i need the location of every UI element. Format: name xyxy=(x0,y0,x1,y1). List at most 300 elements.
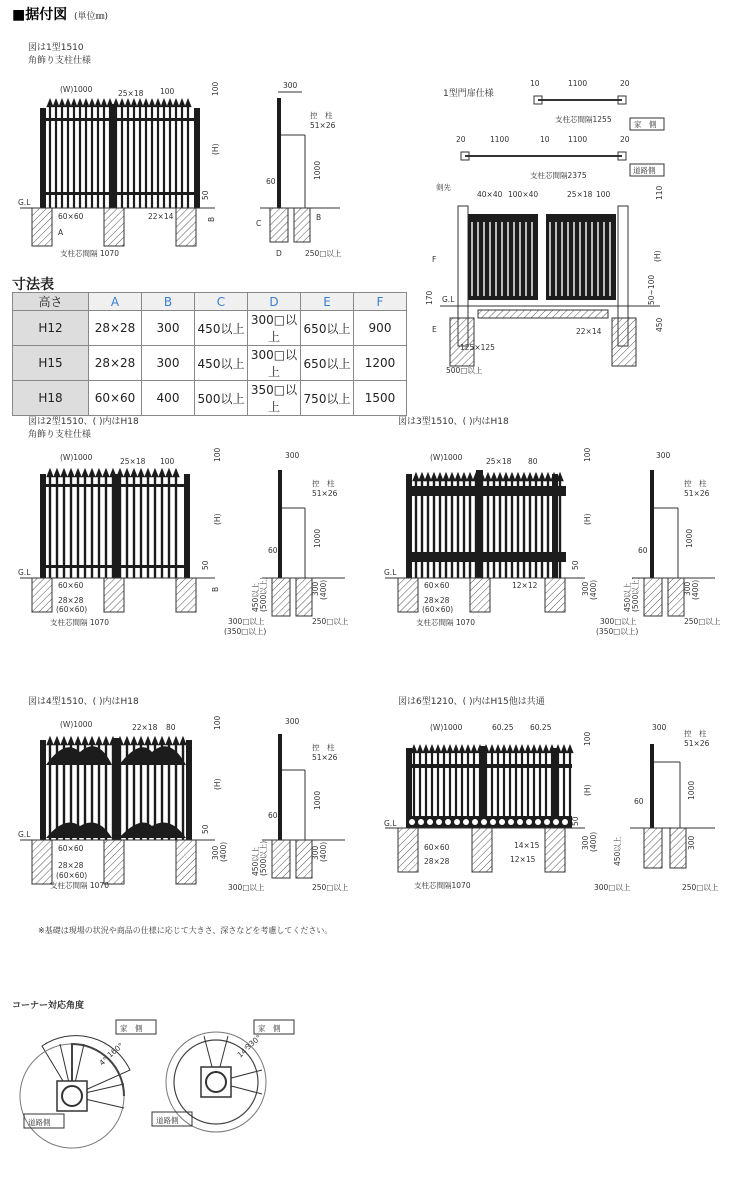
picket-tip xyxy=(90,471,94,476)
picket-tip xyxy=(66,101,70,106)
svg-text:(350□以上): (350□以上) xyxy=(596,627,639,636)
svg-text:330°: 330° xyxy=(243,1033,264,1052)
svg-text:28×28: 28×28 xyxy=(424,857,450,866)
svg-text:300: 300 xyxy=(311,581,320,596)
ring xyxy=(526,819,532,825)
picket-tip xyxy=(132,739,136,744)
svg-text:100: 100 xyxy=(583,447,592,462)
svg-text:170: 170 xyxy=(425,290,434,305)
picket-tip xyxy=(436,747,440,752)
ring xyxy=(553,819,559,825)
svg-text:(W)1000: (W)1000 xyxy=(430,453,463,462)
ring xyxy=(535,819,541,825)
table-cell: 650以上 xyxy=(301,311,354,346)
svg-text:図は4型1510、( )内はH18: 図は4型1510、( )内はH18 xyxy=(28,697,139,707)
picket-tip xyxy=(76,471,80,476)
svg-text:60.25: 60.25 xyxy=(530,723,552,732)
table-header: A xyxy=(89,293,142,311)
picket-tip xyxy=(69,739,73,744)
svg-text:51×26: 51×26 xyxy=(312,489,338,498)
svg-text:G.L: G.L xyxy=(18,198,31,207)
svg-text:100: 100 xyxy=(160,87,175,96)
picket-tip xyxy=(144,101,148,106)
svg-text:コーナー対応角度: コーナー対応角度 xyxy=(12,1001,85,1011)
svg-text:14°: 14° xyxy=(235,1044,252,1060)
picket-tip xyxy=(120,101,124,106)
table-cell: 1500 xyxy=(354,381,407,416)
svg-text:F: F xyxy=(432,255,437,264)
svg-text:300□以上: 300□以上 xyxy=(228,883,265,892)
picket-tip xyxy=(414,475,418,480)
picket-tip xyxy=(167,739,171,744)
svg-text:1100: 1100 xyxy=(568,79,588,88)
picket-tip xyxy=(534,475,538,480)
svg-text:E: E xyxy=(432,325,437,334)
svg-text:250□以上: 250□以上 xyxy=(305,249,342,258)
picket-tip xyxy=(97,471,101,476)
picket-tip xyxy=(444,475,448,480)
ring xyxy=(544,819,550,825)
svg-text:G.L: G.L xyxy=(442,295,455,304)
table-cell: 450以上 xyxy=(195,346,248,381)
ring xyxy=(463,819,469,825)
svg-text:D: D xyxy=(276,249,282,258)
svg-text:(400): (400) xyxy=(589,831,598,852)
svg-text:支柱芯間隔1255: 支柱芯間隔1255 xyxy=(555,115,612,124)
picket-tip xyxy=(76,739,80,744)
svg-text:28×28: 28×28 xyxy=(58,861,84,870)
svg-text:(W)1000: (W)1000 xyxy=(430,723,463,732)
picket-tip xyxy=(430,747,434,752)
picket-tip xyxy=(90,101,94,106)
svg-text:(60×60): (60×60) xyxy=(422,605,454,614)
svg-text:50: 50 xyxy=(571,560,580,570)
fig6-bars xyxy=(412,747,572,816)
svg-text:支柱芯間隔1070: 支柱芯間隔1070 xyxy=(414,881,471,890)
picket-tip xyxy=(160,471,164,476)
svg-text:B: B xyxy=(207,216,216,222)
svg-text:A: A xyxy=(58,228,64,237)
ring xyxy=(490,819,496,825)
picket-tip xyxy=(480,475,484,480)
picket-tip xyxy=(48,101,52,106)
picket-tip xyxy=(146,471,150,476)
picket-tip xyxy=(420,475,424,480)
svg-text:(400): (400) xyxy=(691,579,700,600)
picket-tip xyxy=(83,471,87,476)
picket-tip xyxy=(48,471,52,476)
svg-text:25×18: 25×18 xyxy=(120,457,146,466)
svg-text:20: 20 xyxy=(620,135,630,144)
picket-tip xyxy=(546,475,550,480)
dimension-table xyxy=(12,292,407,416)
svg-text:家 側: 家 側 xyxy=(634,120,657,129)
svg-text:(500以上): (500以上) xyxy=(259,840,268,876)
picket-tip xyxy=(552,475,556,480)
svg-text:12×12: 12×12 xyxy=(512,581,538,590)
picket-tip xyxy=(156,101,160,106)
svg-text:支柱芯間隔 1070: 支柱芯間隔 1070 xyxy=(60,249,119,258)
svg-text:50~100: 50~100 xyxy=(647,274,656,305)
svg-text:60×60: 60×60 xyxy=(424,581,450,590)
picket-tip xyxy=(468,475,472,480)
fig2-bars xyxy=(48,471,178,578)
svg-text:60: 60 xyxy=(266,177,276,186)
picket-tip xyxy=(516,475,520,480)
picket-tip xyxy=(442,747,446,752)
picket-tip xyxy=(504,475,508,480)
picket-tip xyxy=(174,101,178,106)
svg-text:(H): (H) xyxy=(653,250,662,262)
svg-text:1型門扉仕様: 1型門扉仕様 xyxy=(443,89,494,99)
table-title: 寸法表 xyxy=(12,277,54,293)
svg-text:51×26: 51×26 xyxy=(684,489,710,498)
picket-tip xyxy=(456,475,460,480)
picket-tip xyxy=(62,739,66,744)
fig1-bars xyxy=(48,101,190,208)
svg-text:(400): (400) xyxy=(319,579,328,600)
svg-text:450以上: 450以上 xyxy=(613,836,622,866)
svg-text:10: 10 xyxy=(540,135,550,144)
ring xyxy=(445,819,451,825)
svg-text:支柱芯間隔2375: 支柱芯間隔2375 xyxy=(530,171,587,180)
svg-text:支柱芯間隔 1070: 支柱芯間隔 1070 xyxy=(50,881,109,890)
svg-text:1000: 1000 xyxy=(687,780,696,800)
picket-tip xyxy=(526,747,530,752)
svg-text:60×60: 60×60 xyxy=(58,844,84,853)
table-cell: 300□以上 xyxy=(248,346,301,381)
fig2 xyxy=(18,415,349,636)
ring xyxy=(499,819,505,825)
table-row xyxy=(13,381,407,416)
picket-tip xyxy=(496,747,500,752)
picket-tip xyxy=(508,747,512,752)
svg-text:300: 300 xyxy=(285,451,300,460)
svg-text:14×15: 14×15 xyxy=(514,841,540,850)
svg-text:控 柱: 控 柱 xyxy=(684,729,707,738)
svg-text:剣先: 剣先 xyxy=(436,183,451,192)
svg-text:300: 300 xyxy=(581,581,590,596)
gate-diagram xyxy=(425,79,664,375)
svg-text:250□以上: 250□以上 xyxy=(312,617,349,626)
ring xyxy=(436,819,442,825)
svg-text:1000: 1000 xyxy=(685,528,694,548)
svg-text:51×26: 51×26 xyxy=(312,753,338,762)
fig1 xyxy=(18,41,220,258)
fig3 xyxy=(384,415,721,636)
svg-text:控 柱: 控 柱 xyxy=(312,743,335,752)
svg-text:1100: 1100 xyxy=(568,135,588,144)
picket-tip xyxy=(528,475,532,480)
picket-tip xyxy=(118,471,122,476)
svg-text:図は2型1510、( )内はH18: 図は2型1510、( )内はH18 xyxy=(28,417,139,427)
table-header: F xyxy=(354,293,407,311)
svg-text:(500以上): (500以上) xyxy=(631,576,640,612)
svg-text:支柱芯間隔 1070: 支柱芯間隔 1070 xyxy=(416,618,475,627)
picket-tip xyxy=(492,475,496,480)
table-cell: 300 xyxy=(142,346,195,381)
svg-text:道路側: 道路側 xyxy=(28,1118,51,1127)
picket-tip xyxy=(60,101,64,106)
picket-tip xyxy=(69,471,73,476)
picket-tip xyxy=(174,739,178,744)
picket-tip xyxy=(186,101,190,106)
table-row xyxy=(13,311,407,346)
picket-tip xyxy=(462,475,466,480)
svg-text:60×60: 60×60 xyxy=(58,581,84,590)
picket-tip xyxy=(90,739,94,744)
svg-text:B: B xyxy=(211,586,220,592)
picket-tip xyxy=(174,471,178,476)
table-header: B xyxy=(142,293,195,311)
svg-text:家 側: 家 側 xyxy=(120,1024,143,1033)
picket-tip xyxy=(490,747,494,752)
svg-text:300: 300 xyxy=(211,845,220,860)
svg-text:51×26: 51×26 xyxy=(684,739,710,748)
svg-text:(W)1000: (W)1000 xyxy=(60,720,93,729)
picket-tip xyxy=(139,739,143,744)
svg-text:家 側: 家 側 xyxy=(258,1024,281,1033)
svg-text:25×18: 25×18 xyxy=(118,89,144,98)
svg-text:28×28: 28×28 xyxy=(58,596,84,605)
svg-text:(W)1000: (W)1000 xyxy=(60,453,93,462)
svg-text:60: 60 xyxy=(268,546,278,555)
svg-text:100: 100 xyxy=(160,457,175,466)
svg-text:25×18: 25×18 xyxy=(486,457,512,466)
table-cell: H12 xyxy=(13,311,89,346)
picket-tip xyxy=(514,747,518,752)
svg-text:図は6型1210、( )内はH15他は共通: 図は6型1210、( )内はH15他は共通 xyxy=(398,697,545,707)
picket-tip xyxy=(450,475,454,480)
picket-tip xyxy=(432,475,436,480)
picket-tip xyxy=(180,101,184,106)
picket-tip xyxy=(104,471,108,476)
ring xyxy=(481,819,487,825)
svg-text:300□以上: 300□以上 xyxy=(594,883,631,892)
picket-tip xyxy=(181,739,185,744)
picket-tip xyxy=(55,739,59,744)
table-header: 高さ xyxy=(13,293,89,311)
picket-tip xyxy=(540,475,544,480)
picket-tip xyxy=(562,747,566,752)
svg-text:80: 80 xyxy=(166,723,176,732)
table-cell: 28×28 xyxy=(89,346,142,381)
picket-tip xyxy=(484,747,488,752)
picket-tip xyxy=(125,739,129,744)
svg-text:60×60: 60×60 xyxy=(424,843,450,852)
svg-text:(H): (H) xyxy=(583,513,592,525)
picket-tip xyxy=(472,747,476,752)
svg-text:300: 300 xyxy=(683,581,692,596)
table-cell: 350□以上 xyxy=(248,381,301,416)
picket-tip xyxy=(104,739,108,744)
picket-tip xyxy=(522,475,526,480)
table-cell: 500以上 xyxy=(195,381,248,416)
picket-tip xyxy=(54,101,58,106)
svg-text:角飾り支柱仕様: 角飾り支柱仕様 xyxy=(28,430,92,440)
svg-text:250□以上: 250□以上 xyxy=(312,883,349,892)
picket-tip xyxy=(132,101,136,106)
table-header: C xyxy=(195,293,248,311)
svg-text:20: 20 xyxy=(456,135,466,144)
svg-text:250□以上: 250□以上 xyxy=(684,617,721,626)
svg-text:60×60: 60×60 xyxy=(58,212,84,221)
picket-tip xyxy=(150,101,154,106)
svg-text:道路側: 道路側 xyxy=(156,1116,179,1125)
picket-tip xyxy=(102,101,106,106)
ring xyxy=(454,819,460,825)
fig1-caption: 図は1型1510 xyxy=(28,43,84,53)
table-cell: H15 xyxy=(13,346,89,381)
picket-tip xyxy=(118,739,122,744)
corner-section xyxy=(12,999,294,1148)
picket-tip xyxy=(550,747,554,752)
svg-text:300: 300 xyxy=(581,835,590,850)
picket-tip xyxy=(448,747,452,752)
table-header: D xyxy=(248,293,301,311)
picket-tip xyxy=(498,475,502,480)
picket-tip xyxy=(558,475,562,480)
fig1-caption2: 角飾り支柱仕様 xyxy=(28,56,92,66)
svg-text:100: 100 xyxy=(213,447,222,462)
svg-text:50: 50 xyxy=(201,824,210,834)
svg-text:50: 50 xyxy=(201,560,210,570)
svg-text:(400): (400) xyxy=(319,841,328,862)
picket-tip xyxy=(568,747,572,752)
picket-tip xyxy=(153,471,157,476)
picket-tip xyxy=(510,475,514,480)
picket-tip xyxy=(486,475,490,480)
svg-text:1000: 1000 xyxy=(313,790,322,810)
picket-tip xyxy=(138,101,142,106)
svg-text:(H): (H) xyxy=(213,513,222,525)
svg-text:G.L: G.L xyxy=(384,819,397,828)
ring xyxy=(517,819,523,825)
table-cell: 28×28 xyxy=(89,311,142,346)
picket-tip xyxy=(160,739,164,744)
picket-tip xyxy=(125,471,129,476)
svg-text:160°: 160° xyxy=(105,1041,126,1060)
picket-tip xyxy=(167,471,171,476)
table-cell: 450以上 xyxy=(195,311,248,346)
ring xyxy=(562,819,568,825)
svg-text:(350□以上): (350□以上) xyxy=(224,627,267,636)
picket-tip xyxy=(146,739,150,744)
svg-text:図は3型1510、( )内はH18: 図は3型1510、( )内はH18 xyxy=(398,417,509,427)
svg-text:控 柱: 控 柱 xyxy=(684,479,707,488)
fig6 xyxy=(384,695,719,892)
svg-text:(H): (H) xyxy=(213,778,222,790)
picket-tip xyxy=(72,101,76,106)
table-cell: 60×60 xyxy=(89,381,142,416)
svg-text:125×125: 125×125 xyxy=(460,343,495,352)
table-header-row xyxy=(13,293,407,311)
svg-text:G.L: G.L xyxy=(384,568,397,577)
svg-text:支柱芯間隔 1070: 支柱芯間隔 1070 xyxy=(50,618,109,627)
picket-tip xyxy=(126,101,130,106)
page-title: ■据付図 xyxy=(12,7,68,23)
picket-tip xyxy=(532,747,536,752)
svg-text:22×14: 22×14 xyxy=(148,212,174,221)
svg-text:60: 60 xyxy=(268,811,278,820)
ring xyxy=(427,819,433,825)
picket-tip xyxy=(454,747,458,752)
table-cell: 300 xyxy=(142,311,195,346)
table-cell: H18 xyxy=(13,381,89,416)
table-row xyxy=(13,346,407,381)
svg-text:110: 110 xyxy=(655,185,664,200)
svg-text:1000: 1000 xyxy=(313,528,322,548)
svg-text:(60×60): (60×60) xyxy=(56,605,88,614)
svg-text:40×40: 40×40 xyxy=(477,190,503,199)
picket-tip xyxy=(84,101,88,106)
svg-text:10: 10 xyxy=(530,79,540,88)
picket-tip xyxy=(538,747,542,752)
table-cell: 1200 xyxy=(354,346,407,381)
picket-tip xyxy=(78,101,82,106)
svg-text:(W)1000: (W)1000 xyxy=(60,85,93,94)
ring xyxy=(418,819,424,825)
table-header: E xyxy=(301,293,354,311)
svg-text:100: 100 xyxy=(596,190,611,199)
svg-text:100×40: 100×40 xyxy=(508,190,539,199)
svg-text:(400): (400) xyxy=(219,841,228,862)
table-cell: 750以上 xyxy=(301,381,354,416)
table-cell: 650以上 xyxy=(301,346,354,381)
svg-text:50: 50 xyxy=(201,190,210,200)
svg-text:300: 300 xyxy=(311,845,320,860)
svg-text:控 柱: 控 柱 xyxy=(312,479,335,488)
picket-tip xyxy=(556,747,560,752)
picket-tip xyxy=(111,739,115,744)
table-cell: 900 xyxy=(354,311,407,346)
footnote: ※基礎は現場の状況や商品の仕様に応じて大きさ、深さなどを考慮してください。 xyxy=(38,926,333,935)
svg-text:300: 300 xyxy=(656,451,671,460)
svg-text:50: 50 xyxy=(571,816,580,826)
picket-tip xyxy=(96,101,100,106)
unit-label: (単位㎜) xyxy=(74,12,109,22)
picket-tip xyxy=(466,747,470,752)
svg-text:4°: 4° xyxy=(97,1055,110,1068)
svg-text:控 柱: 控 柱 xyxy=(310,111,333,120)
svg-text:60: 60 xyxy=(638,546,648,555)
svg-text:300□以上: 300□以上 xyxy=(600,617,637,626)
picket-tip xyxy=(132,471,136,476)
table-cell: 300□以上 xyxy=(248,311,301,346)
svg-text:(500以上): (500以上) xyxy=(259,576,268,612)
svg-text:(H): (H) xyxy=(211,143,220,155)
svg-text:60: 60 xyxy=(634,797,644,806)
svg-text:60.25: 60.25 xyxy=(492,723,514,732)
svg-text:(60×60): (60×60) xyxy=(56,871,88,880)
svg-text:22×18: 22×18 xyxy=(132,723,158,732)
picket-tip xyxy=(426,475,430,480)
picket-tip xyxy=(108,101,112,106)
svg-text:1100: 1100 xyxy=(490,135,510,144)
picket-tip xyxy=(418,747,422,752)
picket-tip xyxy=(438,475,442,480)
picket-tip xyxy=(111,471,115,476)
picket-tip xyxy=(162,101,166,106)
svg-text:51×26: 51×26 xyxy=(310,121,336,130)
picket-tip xyxy=(97,739,101,744)
ring xyxy=(409,819,415,825)
picket-tip xyxy=(139,471,143,476)
svg-text:20: 20 xyxy=(620,79,630,88)
svg-text:1000: 1000 xyxy=(313,160,322,180)
picket-tip xyxy=(153,739,157,744)
svg-text:500□以上: 500□以上 xyxy=(446,366,483,375)
